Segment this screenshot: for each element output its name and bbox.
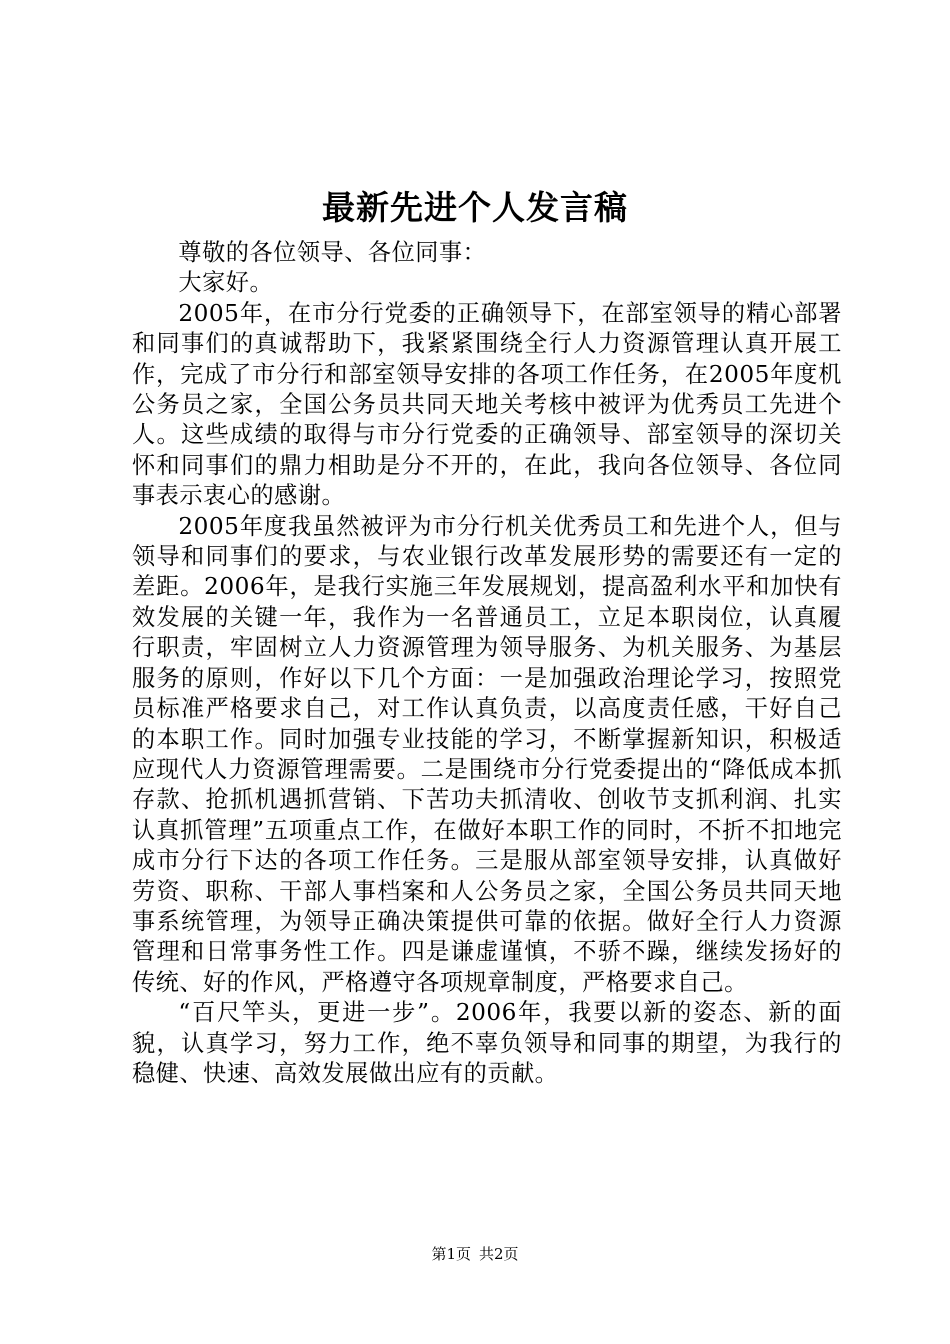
document-title: 最新先进个人发言稿 xyxy=(322,188,628,227)
document-body xyxy=(132,238,842,1089)
greeting: 大家好。 xyxy=(178,269,274,297)
paragraph-achievements: 2005年，在市分行党委的正确领导下，在部室领导的精心部署和同事们的真诚帮助下，我紧紧围绕全行人力资源管理认真开展工作，完成了市分行和部室领导安排的各项工作任务，在2005年度机公务员之家，全国公务员共同天地关考核中被评为优秀员工先进个人。这些成绩的取得与市分行党委的正确领导、部室领导的深切关怀和同事们的鼎力相助是分不开的，在此，我向各位领导、各位同事表示衷心的感谢。 xyxy=(132,299,842,510)
page-total: 共2页 xyxy=(479,1245,519,1263)
page-number: 第1页 xyxy=(431,1245,471,1263)
salutation: 尊敬的各位领导、各位同事： xyxy=(178,239,487,266)
page-footer xyxy=(0,1244,950,1264)
paragraph-closing: “百尺竿头，更进一步”。2006年，我要以新的姿态、新的面貌，认真学习，努力工作，绝不辜负领导和同事的期望，为我行的稳健、快速、高效发展做出应有的贡献。 xyxy=(132,999,842,1087)
paragraph-plans: 2005年度我虽然被评为市分行机关优秀员工和先进个人，但与领导和同事们的要求，与农业银行改革发展形势的需要还有一定的差距。2006年，是我行实施三年发展规划，提高盈利水平和加快有效发展的关键一年，我作为一名普通员工，立足本职岗位，认真履行职责，牢固树立人力资源管理为领导服务、为机关服务、为基层服务的原则，作好以下几个方面：一是加强政治理论学习，按照党员标准严格要求自己，对工作认真负责，以高度责任感，干好自己的本职工作。同时加强专业技能的学习，不断掌握新知识，积极适应现代人力资源管理需要。二是围绕市分行党委提出的“降低成本抓存款、抢抓机遇抓营销、下苦功夫抓清收、创收节支抓利润、扎实认真抓管理”五项重点工作，在做好本职工作的同时，不折不扣地完成市分行下达的各项工作任务。三是服从部室领导安排，认真做好劳资、职称、干部人事档案和人公务员之家，全国公务员共同天地事系统管理，为领导正确决策提供可靠的依据。做好全行人力资源管理和日常事务性工作。四是谦虚谨慎，不骄不躁，继续发扬好的传统、好的作风，严格遵守各项规章制度，严格要求自己。 xyxy=(132,512,842,996)
